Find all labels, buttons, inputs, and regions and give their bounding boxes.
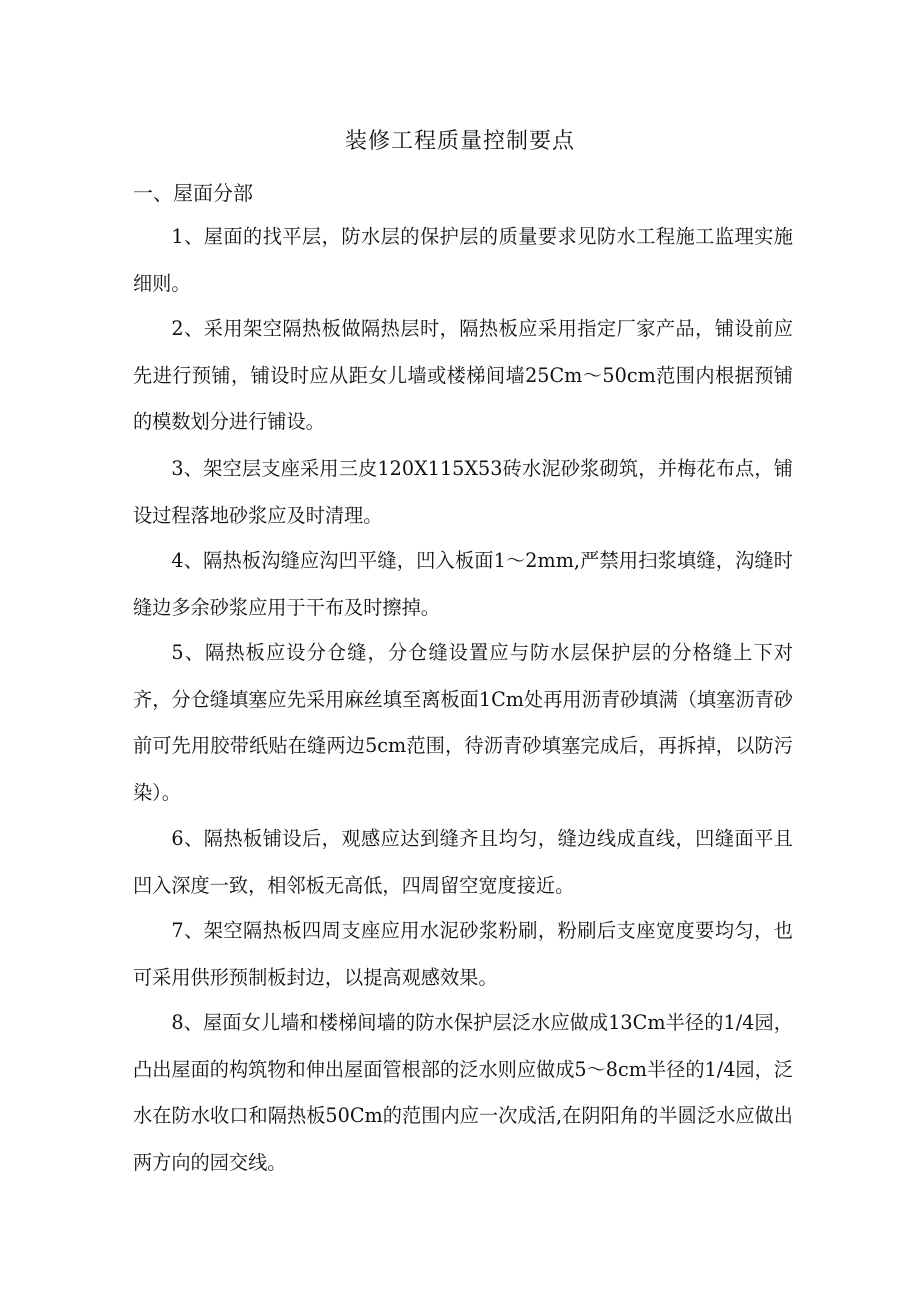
paragraph-3: 3、架空层支座采用三皮120X115X53砖水泥砂浆砌筑，并梅花布点，铺设过程落地砂浆应及时清理。	[133, 457, 793, 527]
paragraph-6: 6、隔热板铺设后，观感应达到缝齐且均匀，缝边线成直线，凹缝面平且凹入深度一致，相邻板无高低，四周留空宽度接近。	[133, 827, 793, 897]
document-title: 装修工程质量控制要点	[344, 129, 575, 154]
paragraph-5: 5、隔热板应设分仓缝，分仓缝设置应与防水层保护层的分格缝上下对齐，分仓缝填塞应先采用麻丝填至离板面1Cm处再用沥青砂填满（填塞沥青砂前可先用胶带纸贴在缝两边5cm范围，待沥青砂填塞完成后，再拆掉，以防污染）。	[133, 641, 793, 804]
paragraph-8: 8、屋面女儿墙和楼梯间墙的防水保护层泛水应做成13Cm半径的1/4园，凸出屋面的构筑物和伸出屋面管根部的泛水则应做成5～8cm半径的1/4园，泛水在防水收口和隔热板50Cm的范围内应一次成活,在阴阳角的半圆泛水应做出两方向的园交线。	[133, 1011, 793, 1174]
paragraph-2: 2、采用架空隔热板做隔热层时，隔热板应采用指定厂家产品，铺设前应先进行预铺，铺设时应从距女儿墙或楼梯间墙25Cm～50cm范围内根据预铺的模数划分进行铺设。	[133, 317, 793, 433]
paragraph-1: 1、屋面的找平层，防水层的保护层的质量要求见防水工程施工监理实施细则。	[133, 225, 793, 295]
section-heading: 一、屋面分部	[133, 181, 253, 205]
paragraph-7: 7、架空隔热板四周支座应用水泥砂浆粉刷，粉刷后支座宽度要均匀，也可采用供形预制板封边，以提高观感效果。	[133, 919, 793, 989]
paragraph-4: 4、隔热板沟缝应沟凹平缝，凹入板面1～2mm,严禁用扫浆填缝，沟缝时缝边多余砂浆应用于干布及时擦掉。	[133, 549, 793, 619]
